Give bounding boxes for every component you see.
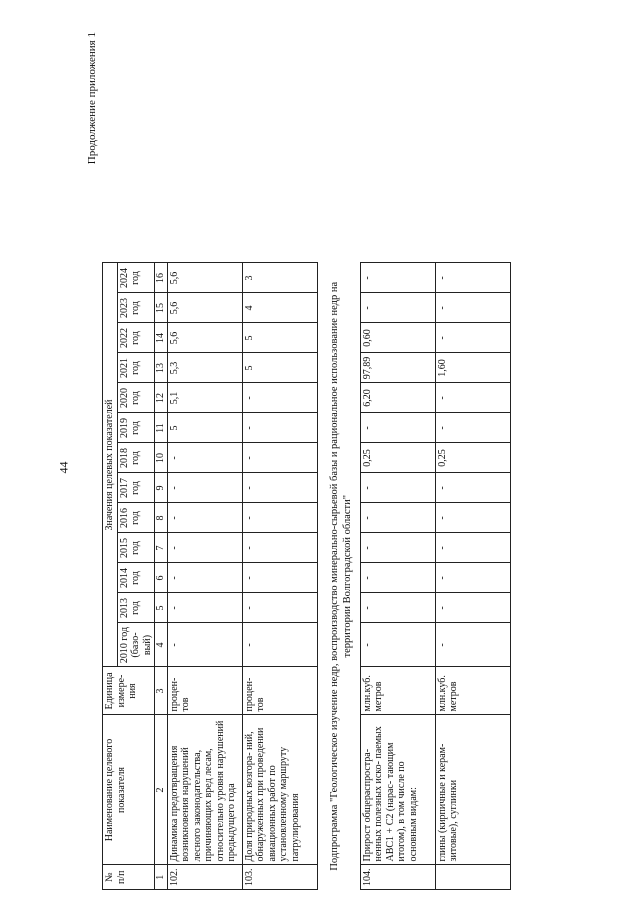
value-cell: - bbox=[242, 473, 317, 503]
rotated-page bbox=[80, 30, 620, 890]
column-number: 2 bbox=[155, 715, 168, 865]
value-cell: 5,6 bbox=[167, 323, 242, 353]
column-number: 3 bbox=[155, 667, 168, 715]
value-cell: 97,89 bbox=[360, 353, 435, 383]
row-number: 103. bbox=[242, 865, 317, 890]
indicators-table bbox=[102, 263, 511, 891]
value-cell: - bbox=[435, 593, 510, 623]
row-number: 102. bbox=[167, 865, 242, 890]
value-cell: - bbox=[167, 443, 242, 473]
unit-cell: процен- тов bbox=[167, 667, 242, 715]
table-row bbox=[435, 263, 510, 890]
header-year: 2015 год bbox=[117, 533, 155, 563]
value-cell: 5 bbox=[167, 413, 242, 443]
header-year: 2016 год bbox=[117, 503, 155, 533]
value-cell: - bbox=[360, 563, 435, 593]
column-number: 10 bbox=[155, 443, 168, 473]
header-num: № п/п bbox=[103, 865, 155, 890]
value-cell: - bbox=[435, 473, 510, 503]
header-unit: Единица измере- ния bbox=[103, 667, 155, 715]
header-year: 2010 год (базо- вый) bbox=[117, 623, 155, 667]
header-name: Наименование целевого показателя bbox=[103, 715, 155, 865]
value-cell: - bbox=[360, 473, 435, 503]
value-cell: 4 bbox=[242, 293, 317, 323]
unit-cell: млн.куб. метров bbox=[360, 667, 435, 715]
indicator-name: Прирост общераспростра- ненных полезных иско- паемых АВС1 + С2 (нарас- тающим итогом), в том числе по основным видам: bbox=[360, 715, 435, 865]
column-number: 9 bbox=[155, 473, 168, 503]
value-cell: - bbox=[242, 383, 317, 413]
value-cell: 0,25 bbox=[360, 443, 435, 473]
value-cell: - bbox=[360, 503, 435, 533]
subprogram-title: Подпрограмма "Геологическое изучение недр, воспроизводство минерально-сырьевой базы и рациональное использование недр на территории Волгоградской области" bbox=[317, 263, 360, 890]
value-cell: 5,1 bbox=[167, 383, 242, 413]
value-cell: - bbox=[242, 503, 317, 533]
value-cell: - bbox=[167, 503, 242, 533]
value-cell: - bbox=[435, 263, 510, 293]
column-number: 11 bbox=[155, 413, 168, 443]
value-cell: - bbox=[435, 383, 510, 413]
value-cell: - bbox=[435, 563, 510, 593]
value-cell: - bbox=[167, 623, 242, 667]
page-number: 44 bbox=[56, 461, 71, 474]
column-number: 1 bbox=[155, 865, 168, 890]
header-year: 2024 год bbox=[117, 263, 155, 293]
unit-cell: млн.куб. метров bbox=[435, 667, 510, 715]
header-year: 2022 год bbox=[117, 323, 155, 353]
column-number: 4 bbox=[155, 623, 168, 667]
value-cell: 0,60 bbox=[360, 323, 435, 353]
value-cell: - bbox=[242, 593, 317, 623]
indicator-name: глины (кирпичные и керам- зитовые), суглинки bbox=[435, 715, 510, 865]
column-number: 13 bbox=[155, 353, 168, 383]
column-number: 7 bbox=[155, 533, 168, 563]
value-cell: - bbox=[435, 533, 510, 563]
value-cell: 5,3 bbox=[167, 353, 242, 383]
value-cell: - bbox=[435, 623, 510, 667]
value-cell: 5,6 bbox=[167, 263, 242, 293]
value-cell: - bbox=[242, 413, 317, 443]
header-year: 2018 год bbox=[117, 443, 155, 473]
value-cell: - bbox=[242, 623, 317, 667]
value-cell: 5 bbox=[242, 353, 317, 383]
header-year: 2020 год bbox=[117, 383, 155, 413]
column-number: 14 bbox=[155, 323, 168, 353]
table-row bbox=[167, 263, 242, 890]
column-number-row bbox=[155, 263, 168, 890]
header-year: 2014 год bbox=[117, 563, 155, 593]
row-number: 104. bbox=[360, 865, 435, 890]
table-row bbox=[242, 263, 317, 890]
header-year: 2013 год bbox=[117, 593, 155, 623]
column-number: 6 bbox=[155, 563, 168, 593]
indicator-name: Доля природных возгора- ний, обнаруженных при проведении авиационных работ по установленному маршруту патрулирования bbox=[242, 715, 317, 865]
value-cell: - bbox=[360, 623, 435, 667]
value-cell: - bbox=[360, 263, 435, 293]
column-number: 5 bbox=[155, 593, 168, 623]
value-cell: - bbox=[167, 563, 242, 593]
row-number bbox=[435, 865, 510, 890]
value-cell: 5,6 bbox=[167, 293, 242, 323]
value-cell: - bbox=[360, 293, 435, 323]
column-number: 8 bbox=[155, 503, 168, 533]
table-body-geology bbox=[360, 263, 510, 890]
header-year: 2023 год bbox=[117, 293, 155, 323]
table-body-forest bbox=[167, 263, 317, 890]
value-cell: 5 bbox=[242, 323, 317, 353]
value-cell: - bbox=[360, 413, 435, 443]
header-year: 2019 год bbox=[117, 413, 155, 443]
value-cell: 6,20 bbox=[360, 383, 435, 413]
unit-cell: процен- тов bbox=[242, 667, 317, 715]
header-year: 2017 год bbox=[117, 473, 155, 503]
value-cell: - bbox=[360, 533, 435, 563]
value-cell: - bbox=[435, 503, 510, 533]
value-cell: 3 bbox=[242, 263, 317, 293]
value-cell: - bbox=[167, 533, 242, 563]
value-cell: 1,60 bbox=[435, 353, 510, 383]
value-cell: - bbox=[167, 473, 242, 503]
header-values-group: Значения целевых показателей bbox=[103, 263, 118, 667]
value-cell: - bbox=[167, 593, 242, 623]
value-cell: - bbox=[242, 563, 317, 593]
column-number: 15 bbox=[155, 293, 168, 323]
header-year: 2021 год bbox=[117, 353, 155, 383]
value-cell: - bbox=[435, 323, 510, 353]
value-cell: 0,25 bbox=[435, 443, 510, 473]
value-cell: - bbox=[242, 443, 317, 473]
column-number: 16 bbox=[155, 263, 168, 293]
value-cell: - bbox=[435, 413, 510, 443]
column-number: 12 bbox=[155, 383, 168, 413]
value-cell: - bbox=[242, 533, 317, 563]
table-row bbox=[360, 263, 435, 890]
indicator-name: Динамика предотвращения возникновения нарушений лесного законодательства, причиняющих вред лесам, относительно уровня нарушений предыдущего года bbox=[167, 715, 242, 865]
value-cell: - bbox=[435, 293, 510, 323]
value-cell: - bbox=[360, 593, 435, 623]
continuation-note: Продолжение приложения 1 bbox=[86, 32, 98, 165]
